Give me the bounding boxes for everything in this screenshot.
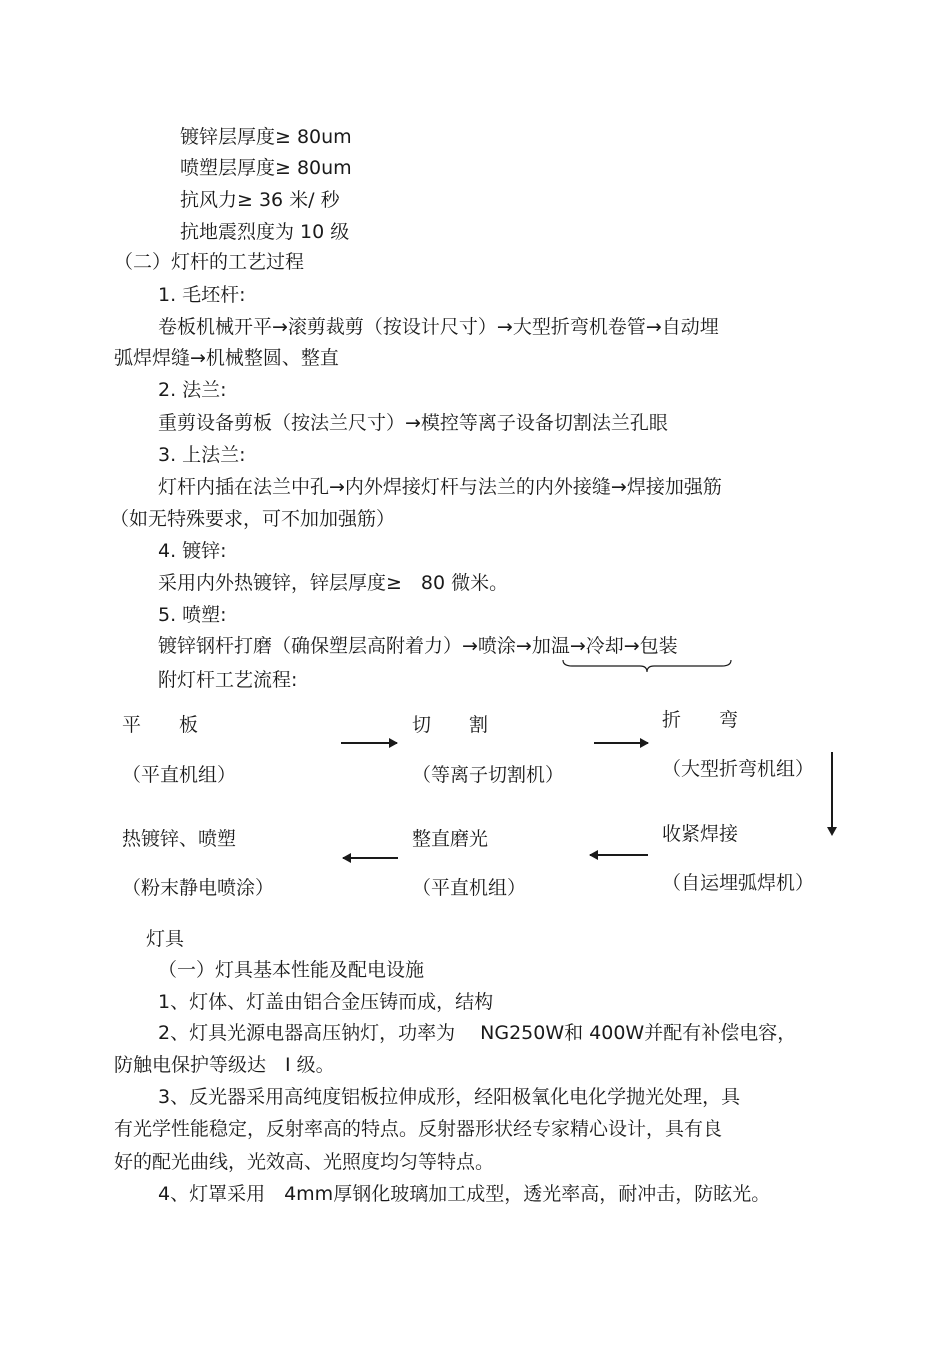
- lamp-paragraph: 4、灯罩采用 4mm厚钢化玻璃加工成型，透光率高，耐冲击，防眩光。: [158, 1183, 771, 1205]
- step-title-flange: 2. 法兰:: [158, 379, 227, 401]
- step-text: 重剪设备剪板（按法兰尺寸）→模控等离子设备切割法兰孔眼: [158, 412, 668, 434]
- step-title-spraying: 5. 喷塑:: [158, 604, 227, 626]
- step-text: 卷板机械开平→滚剪裁剪（按设计尺寸）→大型折弯机卷管→自动埋: [158, 316, 719, 338]
- step-text: 镀锌钢杆打磨（确保塑层高附着力）→喷涂→加温→冷却→包装: [158, 635, 678, 657]
- flow-node-galvanize-spray: 热镀锌、喷塑: [122, 828, 237, 850]
- flow-node-bending-equipment: （大型折弯机组）: [662, 758, 815, 780]
- step-text: 弧焊焊缝→机械整圆、整直: [114, 347, 339, 369]
- section-subheading-lamp-performance: （一）灯具基本性能及配电设施: [158, 959, 425, 981]
- step-title-galvanizing: 4. 镀锌:: [158, 540, 227, 562]
- step-title-mount-flange: 3. 上法兰:: [158, 444, 246, 466]
- lamp-paragraph: 好的配光曲线，光效高、光照度均匀等特点。: [114, 1151, 495, 1173]
- flow-node-cutting-equipment: （等离子切割机）: [412, 764, 565, 786]
- flow-node-straightening-equipment: （平直机组）: [412, 877, 527, 899]
- flow-arrow-right: [594, 742, 648, 744]
- spec-zinc-thickness: 镀锌层厚度≥ 80um: [180, 126, 352, 148]
- step-text: 灯杆内插在法兰中孔→内外焊接灯杆与法兰的内外接缝→焊接加强筋: [158, 476, 722, 498]
- underbrace: [562, 658, 732, 674]
- step-title-blank-pole: 1. 毛坯杆:: [158, 284, 246, 306]
- flow-title: 附灯杆工艺流程:: [158, 669, 298, 691]
- spec-seismic: 抗地震烈度为 10 级: [180, 221, 350, 243]
- flow-arrow-right: [341, 742, 397, 744]
- spec-coating-thickness: 喷塑层厚度≥ 80um: [180, 157, 352, 179]
- section-heading-pole-process: （二）灯杆的工艺过程: [114, 251, 305, 273]
- lamp-paragraph: 1、灯体、灯盖由铝合金压铸而成，结构: [158, 991, 494, 1013]
- flow-arrow-down: [831, 752, 833, 834]
- flow-node-cutting: 切 割: [412, 714, 489, 736]
- flow-arrow-left: [590, 854, 648, 856]
- lamp-paragraph: 3、反光器采用高纯度铝板拉伸成形，经阳极氧化电化学抛光处理，具: [158, 1086, 741, 1108]
- flow-node-straightening: 整直磨光: [412, 828, 489, 850]
- flow-node-flattening: 平 板: [122, 714, 199, 736]
- lamp-paragraph: 有光学性能稳定，反射率高的特点。反射器形状经专家精心设计，具有良: [114, 1118, 723, 1140]
- section-heading-lamp: 灯具: [146, 928, 185, 950]
- flow-arrow-left: [343, 857, 398, 859]
- lamp-paragraph: 2、灯具光源电器高压钠灯，功率为 NG250W和 400W并配有补偿电容，: [158, 1022, 797, 1044]
- flow-node-galvanize-spray-equipment: （粉末静电喷涂）: [122, 877, 275, 899]
- step-text: 采用内外热镀锌，锌层厚度≥ 80 微米。: [158, 572, 509, 594]
- step-text: （如无特殊要求，可不加加强筋）: [110, 508, 396, 530]
- spec-wind-resistance: 抗风力≥ 36 米/ 秒: [180, 189, 340, 211]
- flow-node-flattening-equipment: （平直机组）: [122, 764, 237, 786]
- flow-node-welding: 收紧焊接: [662, 823, 739, 845]
- lamp-paragraph: 防触电保护等级达 Ⅰ 级。: [114, 1054, 335, 1076]
- flow-node-welding-equipment: （自运埋弧焊机）: [662, 872, 815, 894]
- flow-node-bending: 折 弯: [662, 709, 739, 731]
